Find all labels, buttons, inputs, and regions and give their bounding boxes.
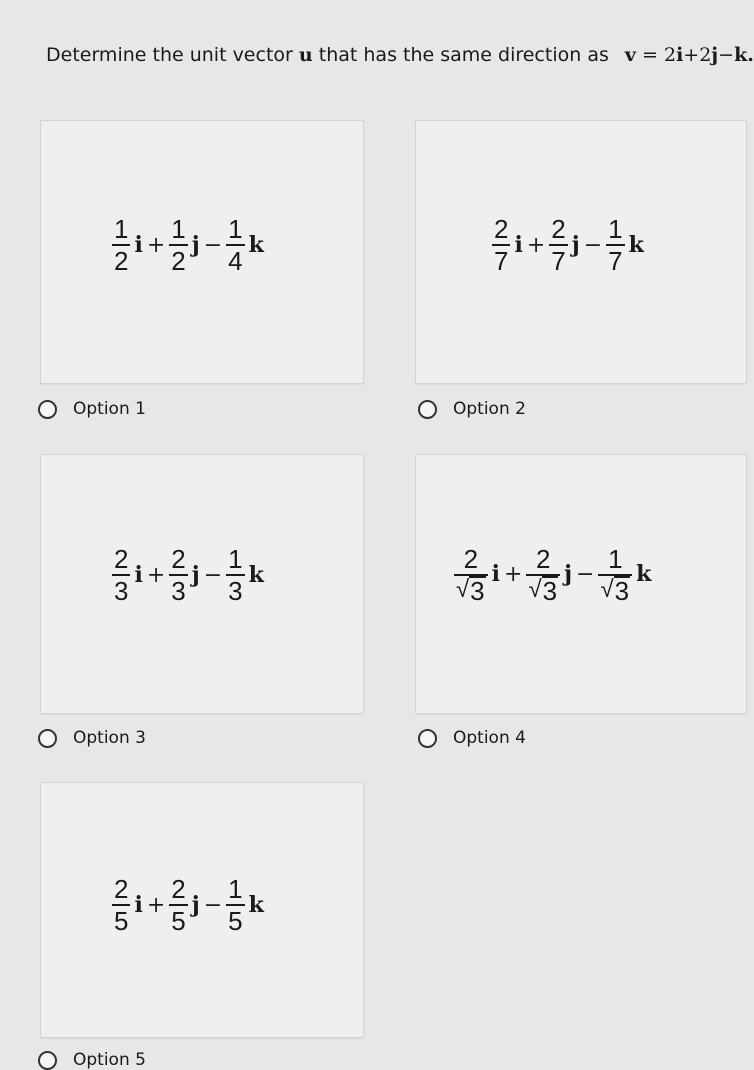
v-plus: + xyxy=(683,44,700,66)
option-5-radio-row[interactable] xyxy=(38,1050,146,1070)
v-eq: = xyxy=(642,44,658,66)
operator: − xyxy=(203,892,223,918)
sqrt-denominator xyxy=(454,576,488,604)
radical-sign: √ xyxy=(600,576,614,603)
numerator: 1 xyxy=(608,544,623,574)
v-symbol: v xyxy=(624,44,636,66)
sqrt-denominator xyxy=(526,576,560,604)
radical-sign: √ xyxy=(528,576,542,603)
operator: + xyxy=(146,892,166,918)
radicand: 3 xyxy=(470,576,485,606)
unit-j: j xyxy=(191,892,200,918)
option-1-expression xyxy=(110,214,266,276)
option-2-expression xyxy=(490,214,646,276)
numerator: 2 xyxy=(114,874,129,904)
unit-i: i xyxy=(134,562,143,588)
frac xyxy=(169,214,187,276)
unit-j: j xyxy=(191,232,200,258)
option-1-label: Option 1 xyxy=(73,399,146,419)
unit-k: k xyxy=(636,561,652,587)
frac xyxy=(454,544,488,604)
question-prefix: Determine the unit vector xyxy=(46,44,293,66)
v-i: i xyxy=(676,44,684,66)
option-3-expression xyxy=(110,544,266,606)
frac xyxy=(169,874,187,936)
option-5-label: Option 5 xyxy=(73,1050,146,1070)
sqrt-denominator xyxy=(598,576,632,604)
option-2-radio-row[interactable] xyxy=(418,399,526,419)
denominator: 4 xyxy=(228,246,243,276)
denominator: 7 xyxy=(608,246,623,276)
option-3-label: Option 3 xyxy=(73,728,146,748)
denominator: 5 xyxy=(228,906,243,936)
denominator: 7 xyxy=(494,246,509,276)
question-text xyxy=(46,44,754,66)
radicand: 3 xyxy=(614,576,630,606)
unit-j: j xyxy=(564,561,573,587)
denominator: 5 xyxy=(171,906,186,936)
denominator: 7 xyxy=(551,246,566,276)
frac xyxy=(549,214,567,276)
option-1-radio-row[interactable] xyxy=(38,399,146,419)
frac xyxy=(226,544,244,606)
unit-i: i xyxy=(134,892,143,918)
frac xyxy=(226,214,244,276)
unit-i: i xyxy=(514,232,523,258)
v-j: j xyxy=(711,44,719,66)
unit-k: k xyxy=(248,232,264,258)
question-middle: that has the same direction as xyxy=(318,44,609,66)
operator: + xyxy=(146,562,166,588)
numerator: 1 xyxy=(608,214,623,244)
numerator: 1 xyxy=(114,214,129,244)
option-5-radio-button[interactable] xyxy=(38,1051,57,1070)
operator: + xyxy=(526,232,546,258)
operator: + xyxy=(504,561,523,587)
option-4-radio-row[interactable] xyxy=(418,728,526,748)
denominator: 5 xyxy=(114,906,129,936)
denominator: 3 xyxy=(114,576,129,606)
denominator: 2 xyxy=(114,246,129,276)
numerator: 2 xyxy=(463,544,479,574)
frac xyxy=(112,874,130,936)
frac xyxy=(112,214,130,276)
numerator: 1 xyxy=(228,214,243,244)
denominator: 3 xyxy=(171,576,186,606)
option-3-radio-row[interactable] xyxy=(38,728,146,748)
operator: − xyxy=(583,232,603,258)
operator: − xyxy=(203,232,223,258)
numerator: 2 xyxy=(171,874,186,904)
frac xyxy=(598,544,632,604)
option-2-label: Option 2 xyxy=(453,399,526,419)
numerator: 2 xyxy=(551,214,566,244)
option-5-expression xyxy=(110,874,266,936)
frac xyxy=(492,214,510,276)
option-2-radio-button[interactable] xyxy=(418,400,437,419)
numerator: 2 xyxy=(114,544,129,574)
numerator: 2 xyxy=(494,214,509,244)
unit-j: j xyxy=(191,562,200,588)
unit-j: j xyxy=(571,232,580,258)
frac xyxy=(226,874,244,936)
unit-k: k xyxy=(248,892,264,918)
operator: + xyxy=(146,232,166,258)
unit-vector-symbol: u xyxy=(298,44,313,66)
unit-k: k xyxy=(628,232,644,258)
v-minus: − xyxy=(718,44,735,66)
numerator: 1 xyxy=(171,214,186,244)
denominator: 3 xyxy=(228,576,243,606)
numerator: 2 xyxy=(536,544,551,574)
vector-expression xyxy=(625,44,754,66)
frac xyxy=(169,544,187,606)
denominator: 2 xyxy=(171,246,186,276)
unit-i: i xyxy=(134,232,143,258)
v-coef-b: 2 xyxy=(699,44,712,66)
radical-sign: √ xyxy=(456,576,470,603)
unit-k: k xyxy=(248,562,264,588)
v-coef-a: 2 xyxy=(663,44,677,66)
numerator: 1 xyxy=(228,874,243,904)
unit-i: i xyxy=(491,561,500,587)
option-4-label: Option 4 xyxy=(453,728,526,748)
frac xyxy=(526,544,560,604)
numerator: 1 xyxy=(228,544,243,574)
numerator: 2 xyxy=(171,544,186,574)
option-3-radio-button[interactable] xyxy=(38,729,57,748)
radicand: 3 xyxy=(542,576,558,606)
option-4-radio-button[interactable] xyxy=(418,729,437,748)
operator: − xyxy=(203,562,223,588)
option-1-radio-button[interactable] xyxy=(38,400,57,419)
frac xyxy=(606,214,624,276)
frac xyxy=(112,544,130,606)
operator: − xyxy=(576,561,595,587)
v-k: k. xyxy=(734,44,754,66)
option-4-expression xyxy=(452,544,653,604)
